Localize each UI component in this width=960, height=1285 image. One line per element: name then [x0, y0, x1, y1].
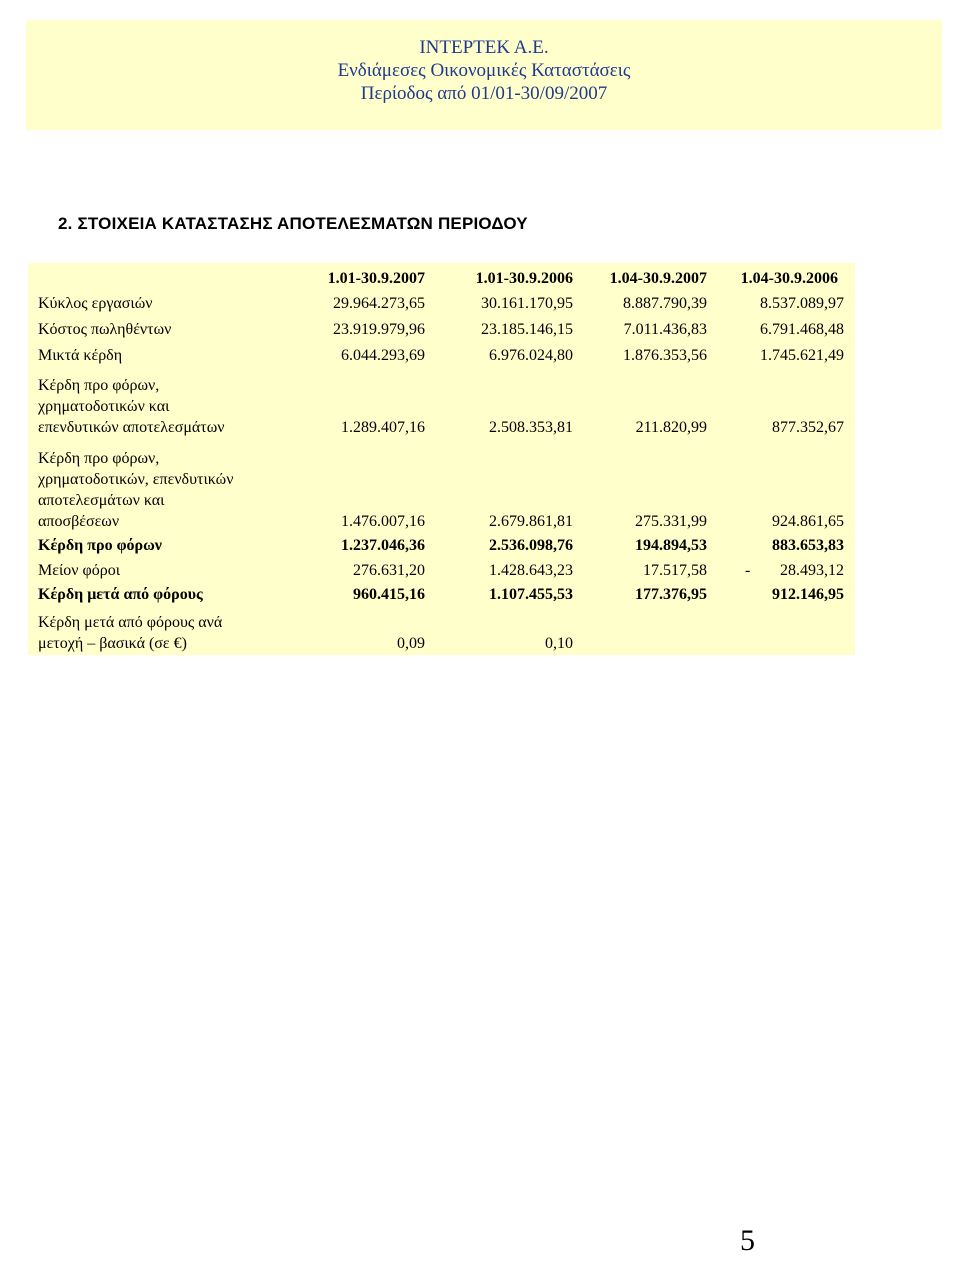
row-label-line: χρηματοδοτικών, επενδυτικών — [38, 471, 234, 488]
cell-value: 2.536.098,76 — [489, 537, 573, 554]
row-label: Κέρδη προ φόρων — [38, 537, 162, 554]
column-header: 1.04-30.9.2007 — [609, 270, 707, 287]
row-label-line: επενδυτικών αποτελεσμάτων — [38, 419, 225, 436]
page-number: 5 — [740, 1224, 755, 1257]
row-label-line: Κέρδη προ φόρων, — [38, 377, 160, 394]
income-statement-table: 1.01-30.9.2007 1.01-30.9.2006 1.04-30.9.2007 1.04-30.9.2006 Κύκλος εργασιών 29.964.273,65 30.161.170,95 8.887.790,39 8.537.089,97 Κόστος πωληθέντων 23.919.979,96 23.185.146,15 7.011.436,83 6.791.468,48 Μικτά κέρδη 6.044.293,69 6.976.024,80 1.876.353,56 1.745.621,49 Κέρδη προ φόρων, χρηματοδοτικών και επενδυτικών αποτελεσμάτων 1.289.407,16 2.508.353,81 211.820,99 877.352,67 Κέρδη προ φόρων, χρηματοδοτικών, επενδυτικών αποτελεσμάτων και αποσβέσεων 1.476.007,16 2.679.861,81 275.331,99 924.861,65 Κέρδη προ φόρων 1.237.046,36 2.536.098,76 194.894,53 883.653,83 Μείον φόροι 276.631,20 1.428.643,23 17.517,58 - 28.493,12 Κέρδη μετά από φόρους 960.415,16 1.107.455,53 177.376,95 912.146,95 Κέρδη μετά από φόρους ανά μετοχή – βασικά (σε €) 0,09 0,10 — [28, 263, 855, 655]
report-subtitle: Ενδιάμεσες Οικονομικές Καταστάσεις — [337, 60, 631, 81]
column-header: 1.01-30.9.2007 — [327, 270, 425, 287]
cell-value: 1.289.407,16 — [341, 419, 425, 436]
cell-value: 211.820,99 — [635, 419, 707, 436]
cell-value: 1.237.046,36 — [341, 537, 425, 554]
cell-value: 8.887.790,39 — [623, 295, 707, 312]
cell-value: 194.894,53 — [635, 537, 707, 554]
cell-value: 275.331,99 — [635, 513, 707, 530]
row-label-line: χρηματοδοτικών και — [38, 398, 170, 415]
section-title: 2. ΣΤΟΙΧΕΙΑ ΚΑΤΑΣΤΑΣΗΣ ΑΠΟΤΕΛΕΣΜΑΤΩΝ ΠΕΡΙΟΔΟΥ — [58, 214, 528, 233]
cell-value: 23.919.979,96 — [333, 321, 425, 338]
row-label-line: αποσβέσεων — [38, 513, 120, 530]
row-label-line: αποτελεσμάτων και — [38, 492, 165, 509]
cell-value: 0,10 — [545, 635, 573, 652]
cell-value: 1.876.353,56 — [623, 347, 707, 364]
cell-value: 6.044.293,69 — [341, 347, 425, 364]
cell-value: 1.107.455,53 — [489, 586, 573, 603]
table-header-row: 1.01-30.9.2007 1.01-30.9.2006 1.04-30.9.2007 1.04-30.9.2006 — [327, 270, 838, 287]
negative-sign: - — [745, 562, 751, 579]
cell-value: 2.679.861,81 — [489, 513, 573, 530]
cell-value: 1.476.007,16 — [341, 513, 425, 530]
row-label: Μείον φόροι — [38, 562, 121, 579]
cell-value: 29.964.273,65 — [333, 295, 425, 312]
cell-value: 0,09 — [397, 635, 425, 652]
cell-value: 177.376,95 — [635, 586, 707, 603]
cell-value: 2.508.353,81 — [489, 419, 573, 436]
row-label: Κέρδη μετά από φόρους — [38, 586, 203, 603]
row-label-line: μετοχή – βασικά (σε €) — [38, 635, 187, 652]
cell-value: 17.517,58 — [643, 562, 707, 579]
cell-value: 23.185.146,15 — [481, 321, 573, 338]
row-label: Κύκλος εργασιών — [38, 295, 153, 312]
row-label-line: Κέρδη μετά από φόρους ανά — [38, 614, 223, 631]
cell-value: 6.976.024,80 — [489, 347, 573, 364]
cell-value: 1.428.643,23 — [489, 562, 573, 579]
document-header — [26, 20, 942, 130]
column-header: 1.01-30.9.2006 — [475, 270, 573, 287]
row-label: Κόστος πωληθέντων — [38, 321, 172, 338]
row-label-line: Κέρδη προ φόρων, — [38, 450, 160, 467]
company-name: ΙΝΤΕΡΤΕΚ Α.Ε. — [419, 37, 549, 58]
report-period: Περίοδος από 01/01-30/09/2007 — [360, 83, 608, 104]
cell-value: 30.161.170,95 — [481, 295, 573, 312]
cell-value: 960.415,16 — [353, 586, 425, 603]
row-label: Μικτά κέρδη — [38, 347, 123, 364]
cell-value: 7.011.436,83 — [623, 321, 707, 338]
cell-value: 276.631,20 — [353, 562, 425, 579]
